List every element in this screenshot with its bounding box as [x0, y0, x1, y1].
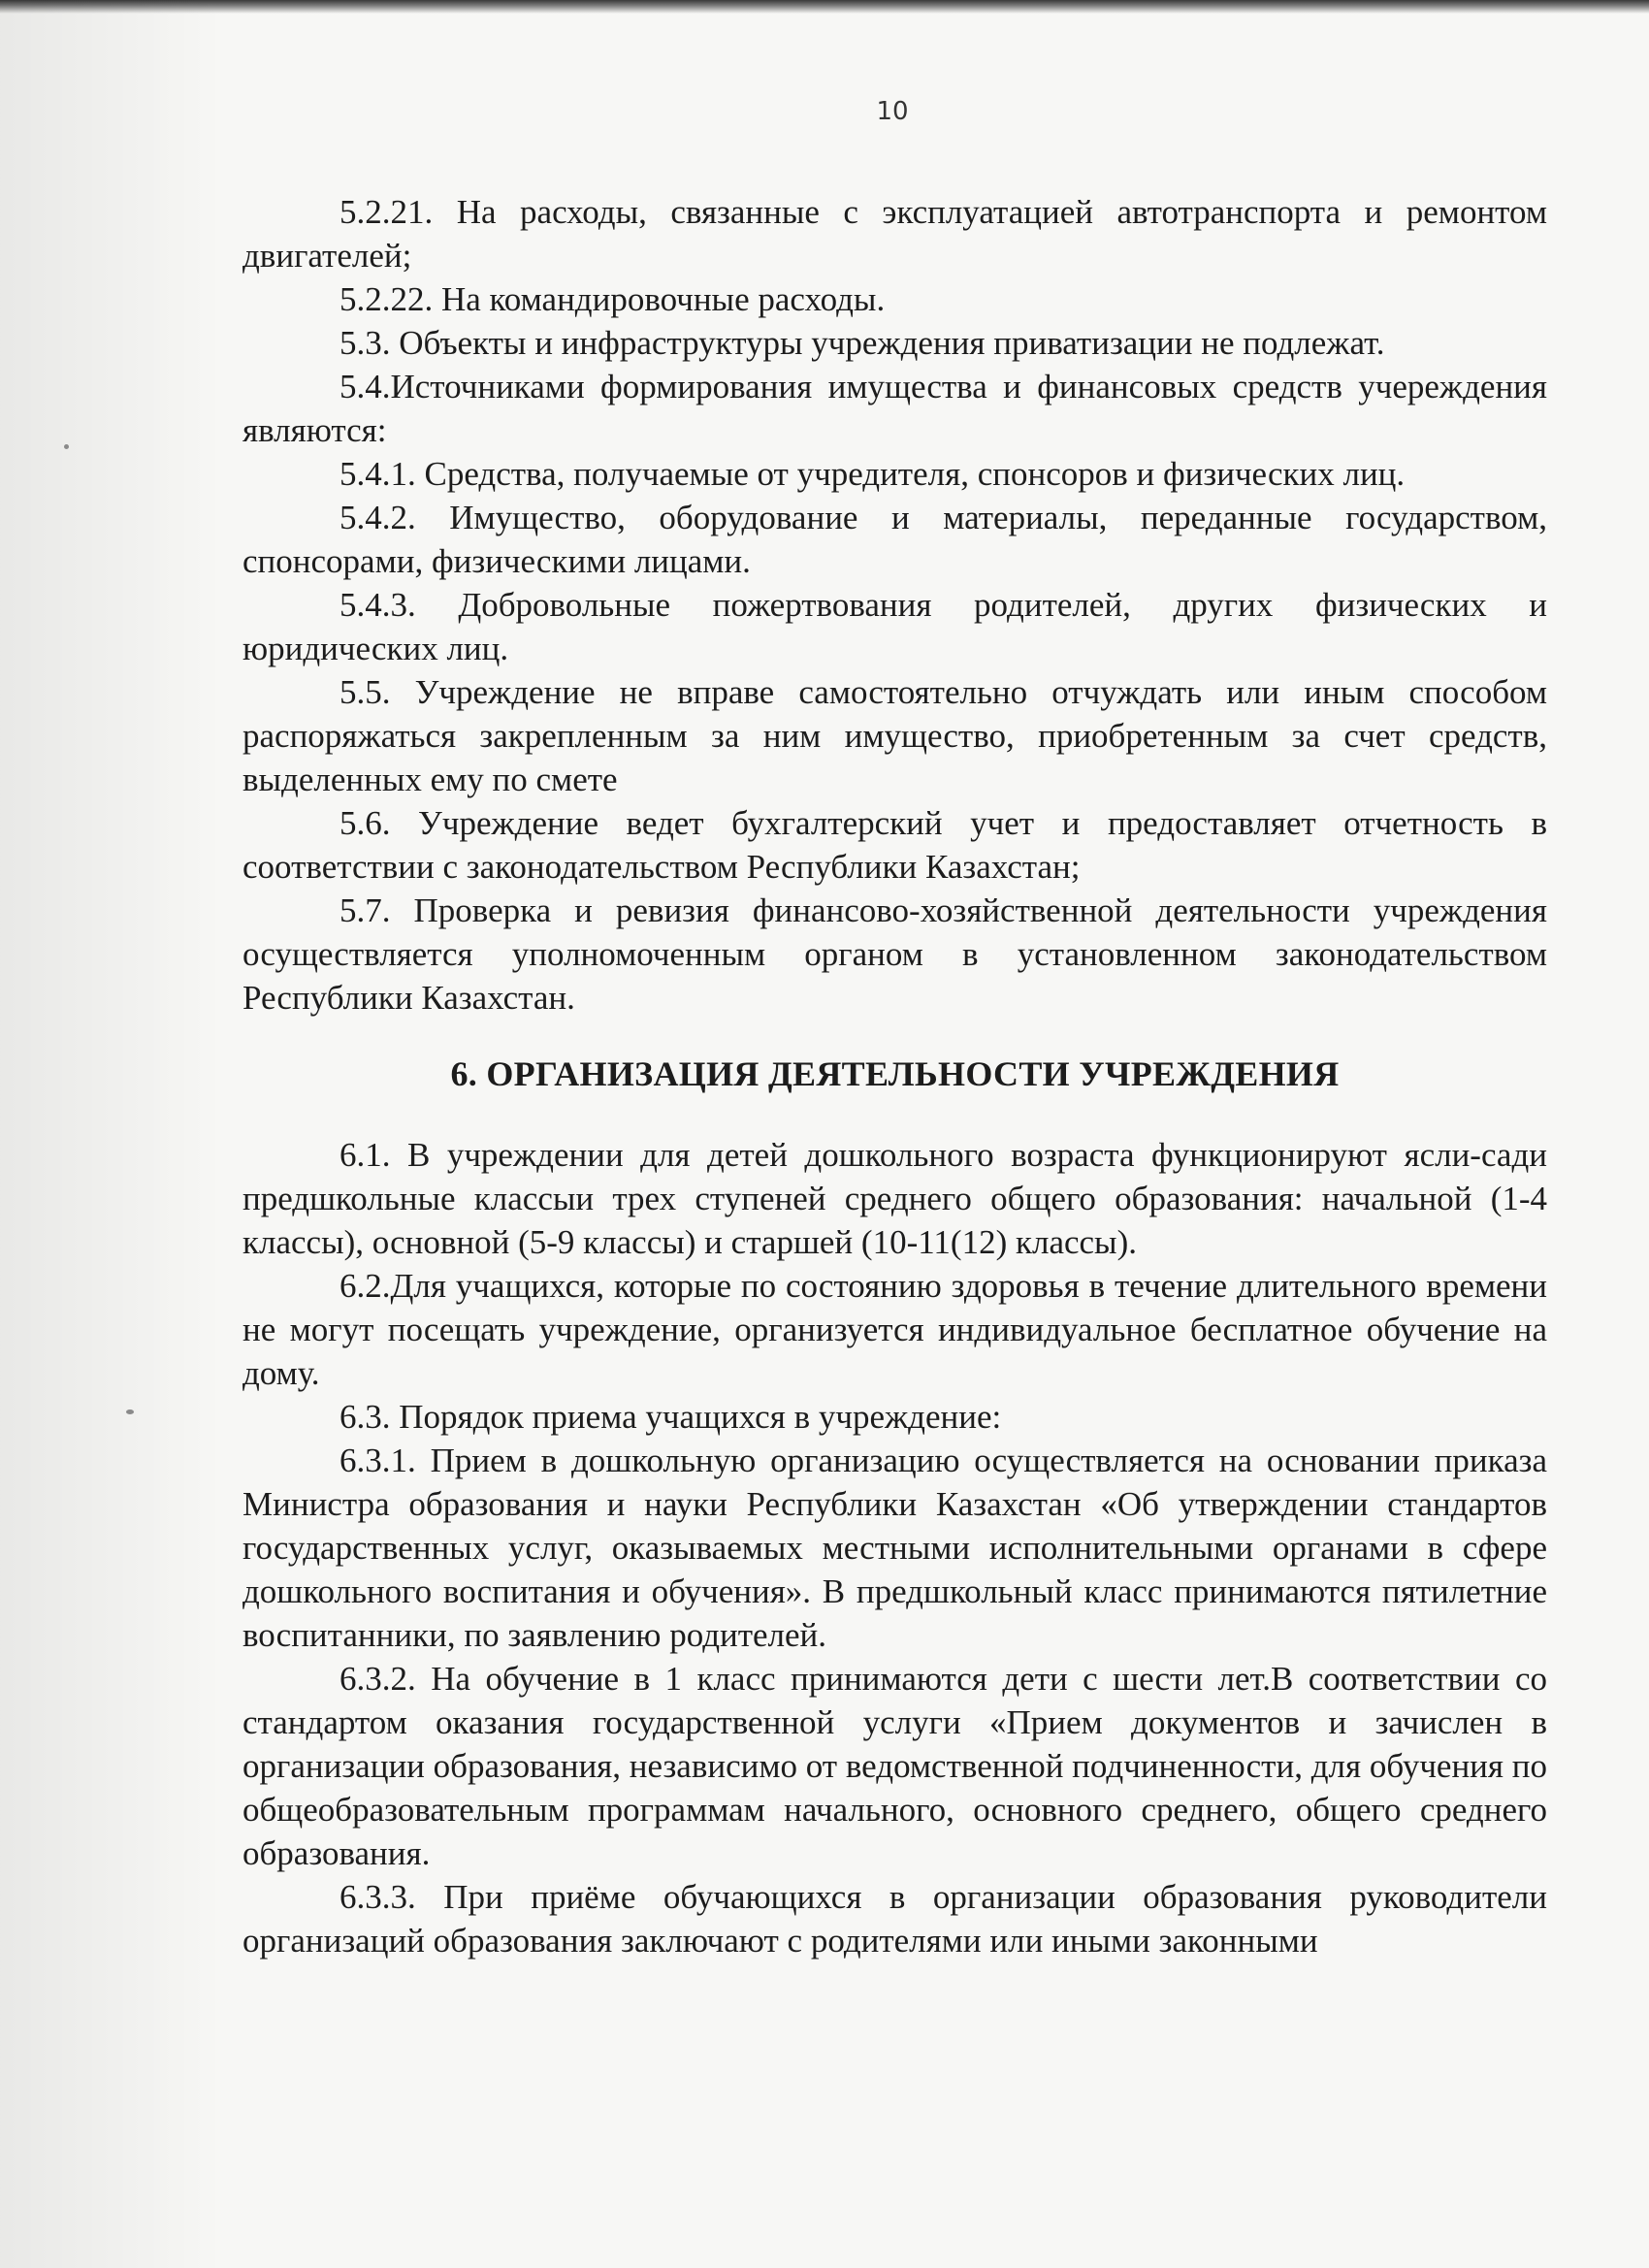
page-number: 10	[876, 97, 909, 126]
paragraph-6-2: 6.2.Для учащихся, которые по состоянию здоровья в течение длительного времени не могут посещать учреждение, организуется индивидуальное бесплатное обучение на дому.	[242, 1267, 1547, 1392]
paragraph-5-2-21: 5.2.21. На расходы, связанные с эксплуатацией автотранспорта и ремонтом двигателей;	[242, 193, 1547, 275]
paragraph-5-5: 5.5. Учреждение не вправе самостоятельно отчуждать или иным способом распоряжаться закрепленным за ним имущество, приобретенным за счет средств, выделенных ему по смете	[242, 673, 1547, 798]
paragraph-6-3: 6.3. Порядок приема учащихся в учреждение:	[340, 1398, 1002, 1436]
scan-left-shadow	[0, 0, 223, 2268]
paragraph-6-1: 6.1. В учреждении для детей дошкольного возраста функционируют ясли-сади предшкольные классыи трех ступеней среднего общего образования: начальной (1-4 классы), основной (5-9 классы) и старшей (10-11(12) классы).	[242, 1136, 1547, 1261]
scan-top-edge	[0, 0, 1649, 14]
paragraph-6-3-3: 6.3.3. При приёме обучающихся в организации образования руководители организаций образования заключают с родителями или иными законными	[242, 1878, 1547, 1960]
paragraph-5-4-2: 5.4.2. Имущество, оборудование и материалы, переданные государством, спонсорами, физическими лицами.	[242, 499, 1547, 580]
paragraph-6-3-1: 6.3.1. Прием в дошкольную организацию осуществляется на основании приказа Министра образования и науки Республики Казахстан «Об утверждении стандартов государственных услуг, оказываемых местными исполнительными органами в сфере дошкольного воспитания и обучения». В предшкольный класс принимаются пятилетние воспитанники, по заявлению родителей.	[242, 1442, 1547, 1654]
paragraph-5-6: 5.6. Учреждение ведет бухгалтерский учет и предоставляет отчетность в соответствии с законодательством Республики Казахстан;	[242, 804, 1547, 886]
paragraph-6-3-2: 6.3.2. На обучение в 1 класс принимаются дети с шести лет.В соответствии со стандартом оказания государственной услуги «Прием документов и зачислен в организации образования, независимо от ведомственной подчиненности, для обучения по общеобразовательным программам начального, основного среднего, общего среднего образования.	[242, 1660, 1547, 1872]
paragraph-5-3: 5.3. Объекты и инфраструктуры учреждения приватизации не подлежат.	[340, 324, 1385, 362]
paragraph-5-4-1: 5.4.1. Средства, получаемые от учредителя, спонсоров и физических лиц.	[340, 455, 1406, 493]
paragraph-5-7: 5.7. Проверка и ревизия финансово-хозяйственной деятельности учреждения осуществляется уполномоченным органом в установленном законодательством Республики Казахстан.	[242, 891, 1547, 1017]
document-body	[242, 190, 1547, 1962]
paragraph-5-4-3: 5.4.3. Добровольные пожертвования родителей, других физических и юридических лиц.	[242, 586, 1547, 667]
paragraph-5-2-22: 5.2.22. На командировочные расходы.	[340, 280, 886, 318]
scan-speck	[126, 1409, 134, 1414]
paragraph-5-4: 5.4.Источниками формирования имущества и финансовых средств учереждения являются:	[242, 368, 1547, 449]
scan-speck	[64, 444, 69, 449]
section-heading: 6. ОРГАНИЗАЦИЯ ДЕЯТЕЛЬНОСТИ УЧРЕЖДЕНИЯ	[450, 1054, 1340, 1093]
